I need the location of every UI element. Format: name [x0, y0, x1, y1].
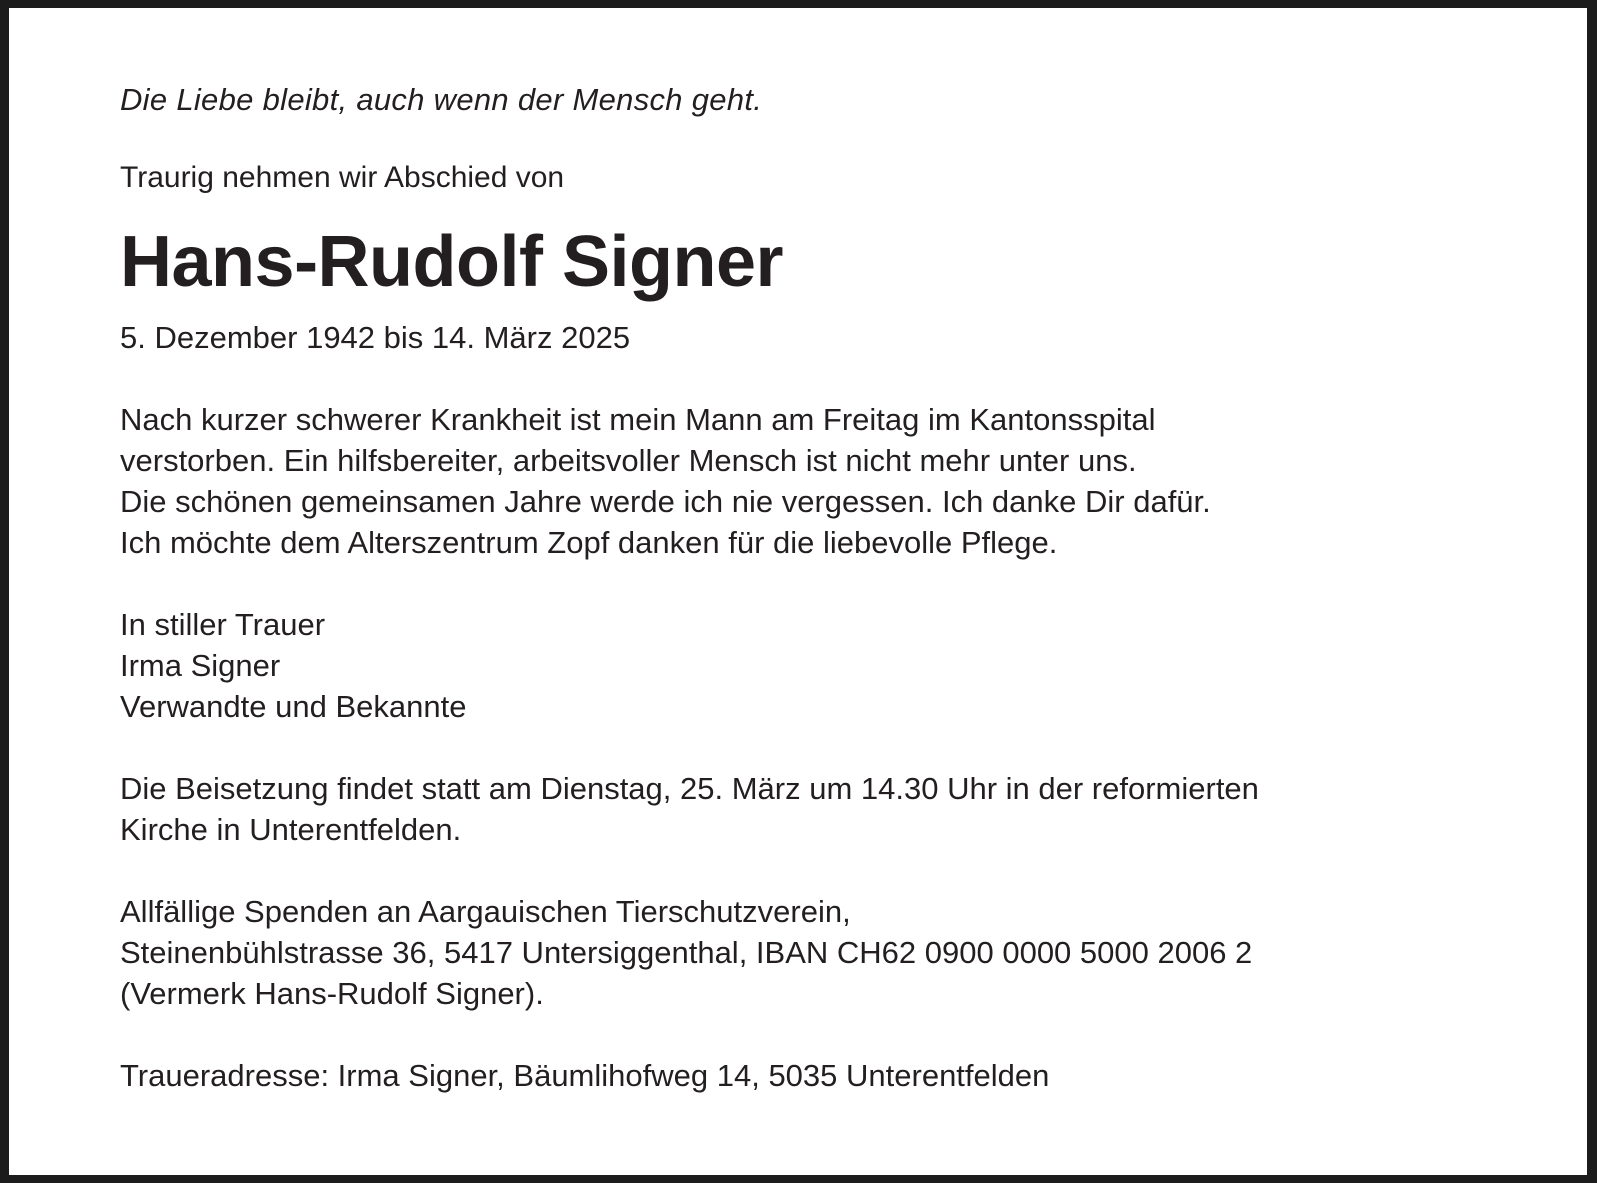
message-line: Die schönen gemeinsamen Jahre werde ich nie vergessen. Ich danke Dir dafür. [120, 484, 1211, 519]
intro-text: Traurig nehmen wir Abschied von [120, 161, 565, 194]
message-paragraph [120, 399, 1540, 563]
mourners-line: In stiller Trauer [120, 607, 326, 642]
mourners-paragraph [120, 604, 1540, 727]
mourners-line: Irma Signer [120, 648, 281, 683]
donation-line: Steinenbühlstrasse 36, 5417 Untersiggenthal, IBAN CH62 0900 0000 5000 2006 2 [120, 935, 1253, 970]
life-dates: 5. Dezember 1942 bis 14. März 2025 [120, 320, 631, 355]
funeral-paragraph [120, 768, 1540, 850]
deceased-name: Hans-Rudolf Signer [120, 222, 784, 302]
message-line: Nach kurzer schwerer Krankheit ist mein Mann am Freitag im Kantonsspital [120, 402, 1156, 437]
motto-quote: Die Liebe bleibt, auch wenn der Mensch geht. [120, 82, 763, 117]
funeral-line: Kirche in Unterentfelden. [120, 812, 462, 847]
address-paragraph [120, 1055, 1540, 1096]
funeral-line: Die Beisetzung findet statt am Dienstag, 25. März um 14.30 Uhr in der reformierten [120, 771, 1259, 806]
mourners-line: Verwandte und Bekannte [120, 689, 467, 724]
mourning-address: Traueradresse: Irma Signer, Bäumlihofweg 14, 5035 Unterentfelden [120, 1058, 1050, 1093]
message-line: Ich möchte dem Alterszentrum Zopf danken für die liebevolle Pflege. [120, 525, 1058, 560]
donation-paragraph [120, 891, 1540, 1014]
donation-line: Allfällige Spenden an Aargauischen Tierschutzverein, [120, 894, 851, 929]
notice-content [120, 80, 1540, 1096]
message-line: verstorben. Ein hilfsbereiter, arbeitsvoller Mensch ist nicht mehr unter uns. [120, 443, 1137, 478]
donation-line: (Vermerk Hans-Rudolf Signer). [120, 976, 544, 1011]
